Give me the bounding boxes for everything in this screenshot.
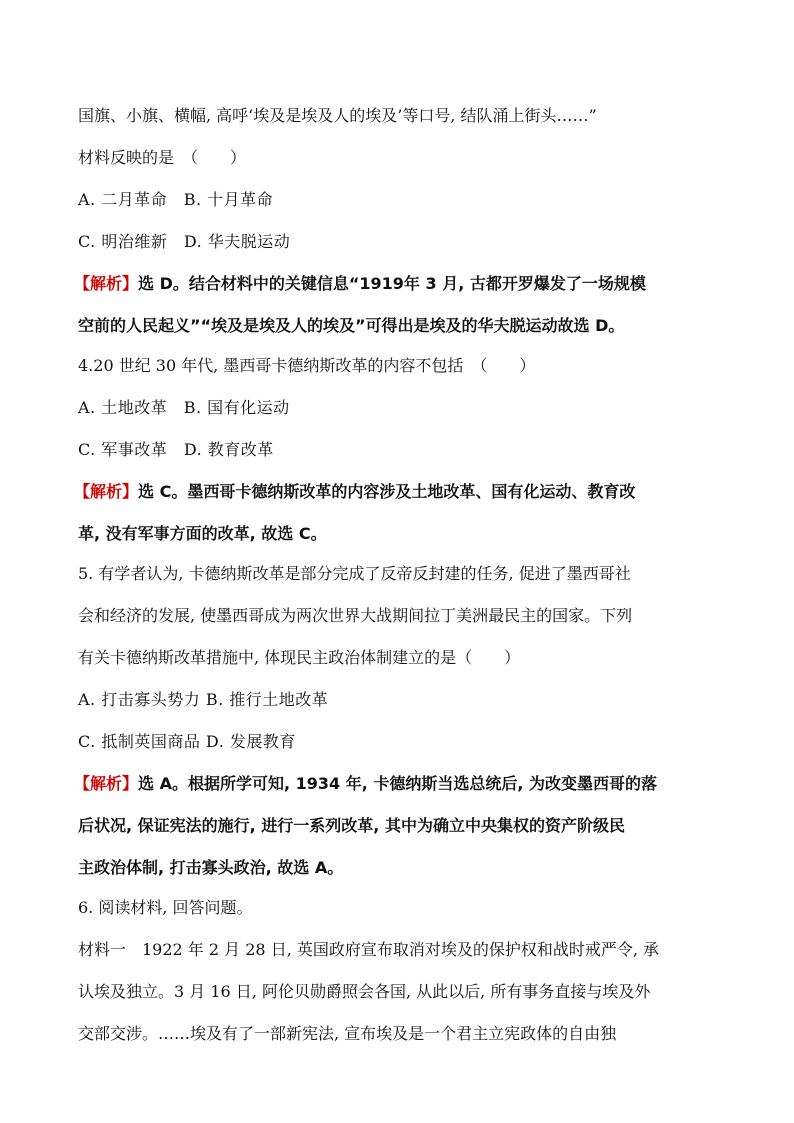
q4-stem: 4.20 世纪 30 年代, 墨西哥卡德纳斯改革的内容不包括 （ ）: [78, 356, 536, 375]
q3-analysis-line-2: 空前的人民起义”“埃及是埃及人的埃及”可得出是埃及的华夫脱运动故选 D。: [78, 316, 625, 335]
q5-analysis-line-2: 后状况, 保证宪法的施行, 进行一系列改革, 其中为确立中央集权的资产阶级民: [78, 816, 625, 835]
q6-material-line-2: 认埃及独立。3 月 16 日, 阿伦贝勋爵照会各国, 从此以后, 所有事务直接与埃及外: [78, 982, 651, 1001]
q5-stem-line-2: 会和经济的发展, 使墨西哥成为两次世界大战期间拉丁美洲最民主的国家。下列: [78, 606, 633, 625]
q5-analysis-text-1: 选 A。根据所学可知, 1934 年, 卡德纳斯当选总统后, 为改变墨西哥的落: [138, 774, 658, 793]
q5-options-ab: A. 打击寡头势力 B. 推行土地改革: [78, 690, 329, 709]
q5-analysis-line-3: 主政治体制, 打击寡头政治, 故选 A。: [78, 858, 344, 877]
q5-stem-line-1: 5. 有学者认为, 卡德纳斯改革是部分完成了反帝反封建的任务, 促进了墨西哥社: [78, 564, 631, 583]
q3-analysis-text-1: 选 D。结合材料中的关键信息“1919年 3 月, 古都开罗爆发了一场规模: [138, 274, 646, 293]
q5-options-cd: C. 抵制英国商品 D. 发展教育: [78, 732, 296, 751]
q3-question: 材料反映的是 （ ）: [78, 148, 247, 167]
q4-options-cd: C. 军事改革 D. 教育改革: [78, 440, 274, 459]
q6-stem: 6. 阅读材料, 回答问题。: [78, 898, 253, 917]
analysis-tag: 【解析】: [74, 274, 139, 293]
q5-analysis-line-1: [74, 772, 714, 796]
q4-analysis-text-1: 选 C。墨西哥卡德纳斯改革的内容涉及土地改革、国有化运动、教育改: [138, 482, 636, 501]
q4-analysis-line-2: 革, 没有军事方面的改革, 故选 C。: [78, 524, 327, 543]
analysis-tag: 【解析】: [74, 774, 139, 793]
q3-material-line: 国旗、小旗、横幅, 高呼‘埃及是埃及人的埃及’等口号, 结队涌上街头……”: [78, 106, 597, 125]
q3-analysis-line-1: [74, 272, 714, 296]
q5-stem-line-3: 有关卡德纳斯改革措施中, 体现民主政治体制建立的是（ ）: [78, 648, 521, 667]
q3-options-cd: C. 明治维新 D. 华夫脱运动: [78, 232, 291, 251]
q6-material-line-1: 材料一 1922 年 2 月 28 日, 英国政府宣布取消对埃及的保护权和战时戒严令, 承: [78, 940, 660, 959]
q4-analysis-line-1: [74, 480, 714, 504]
q3-options-ab: A. 二月革命 B. 十月革命: [78, 190, 274, 209]
q6-material-line-3: 交部交涉。……埃及有了一部新宪法, 宣布埃及是一个君主立宪政体的自由独: [78, 1024, 617, 1043]
q4-options-ab: A. 土地改革 B. 国有化运动: [78, 398, 290, 417]
analysis-tag: 【解析】: [74, 482, 139, 501]
